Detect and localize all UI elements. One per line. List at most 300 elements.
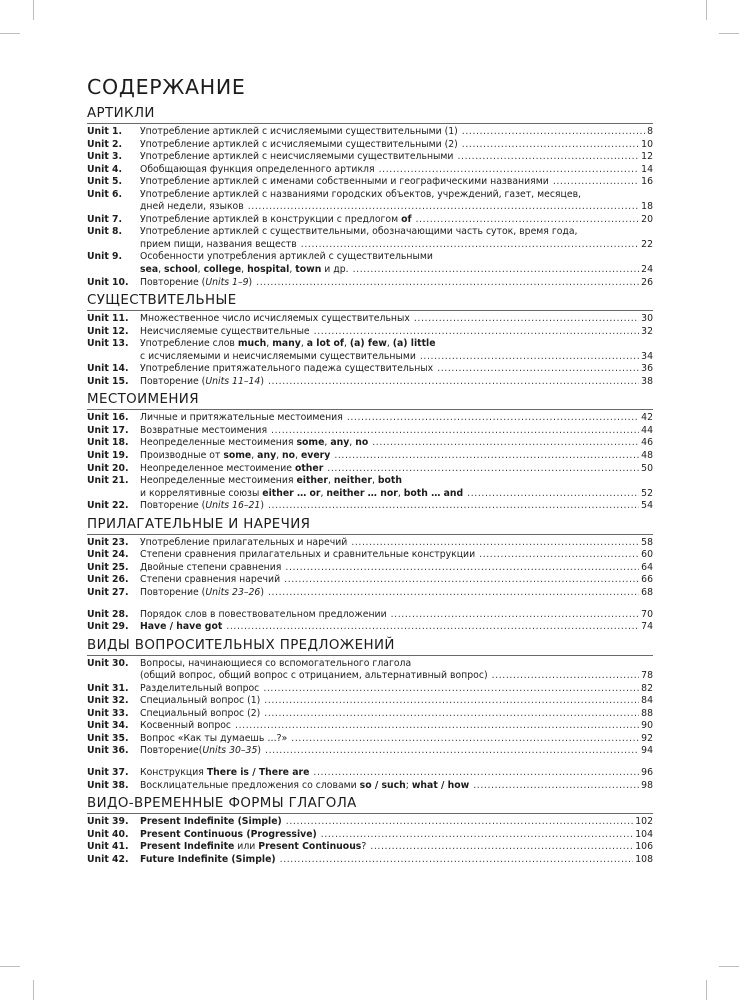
crop-mark <box>719 966 739 967</box>
entry-title-line <box>140 658 653 671</box>
unit-number: Unit 31. <box>87 682 129 694</box>
entry-title: Present Indefinite или Present Continuous? <box>140 841 367 853</box>
entry-title: Future Indefinite (Simple) <box>140 853 276 865</box>
entry-title-line <box>140 670 653 683</box>
toc-entry[interactable] <box>87 450 653 463</box>
unit-number: Unit 21. <box>87 475 129 487</box>
entry-body <box>140 720 653 733</box>
toc-entry[interactable] <box>87 326 653 339</box>
toc-section <box>87 293 653 388</box>
entry-title: Неопределенные местоимения either, neither, both <box>140 475 402 487</box>
entry-title: Специальный вопрос (1) <box>140 695 261 707</box>
entry-title-line <box>140 829 653 842</box>
entry-title-line <box>140 767 653 780</box>
section-title: АРТИКЛИ <box>87 106 155 121</box>
entry-body <box>140 733 653 746</box>
entry-title-line <box>140 425 653 438</box>
dot-leader <box>553 176 639 189</box>
page-number: 104 <box>635 828 653 840</box>
entry-body <box>140 816 653 829</box>
page-number: 38 <box>641 375 653 387</box>
entry-title-line <box>140 463 653 476</box>
dot-leader <box>416 214 640 227</box>
dot-leader <box>370 841 633 854</box>
page-number: 46 <box>641 437 653 449</box>
entry-title-line <box>140 780 653 793</box>
entry-title: Повторение (Units 16–21) <box>140 500 264 512</box>
toc-entry[interactable] <box>87 537 653 550</box>
page-number: 26 <box>641 276 653 288</box>
unit-number: Unit 1. <box>87 126 123 137</box>
entry-title: Специальный вопрос (2) <box>140 707 261 719</box>
entry-title-line <box>140 733 653 746</box>
entry-body <box>140 425 653 438</box>
entry-title-line <box>140 500 653 513</box>
toc-entry[interactable] <box>87 376 653 389</box>
page-number: 54 <box>641 500 653 512</box>
entry-title: Present Indefinite (Simple) <box>140 816 282 828</box>
entry-body <box>140 412 653 425</box>
entry-body <box>140 189 653 214</box>
dot-leader <box>313 767 639 780</box>
entry-title: sea, school, college, hospital, town и др. <box>140 264 349 276</box>
unit-number: Unit 28. <box>87 608 129 620</box>
entry-body <box>140 463 653 476</box>
toc-entry[interactable] <box>87 475 653 500</box>
toc-section <box>87 106 653 289</box>
page-number: 96 <box>641 766 653 778</box>
entry-title: Have / have got <box>140 621 223 633</box>
entry-body <box>140 151 653 164</box>
entry-body <box>140 376 653 389</box>
toc-entry[interactable] <box>87 500 653 513</box>
page-number: 22 <box>641 238 653 250</box>
page-number: 74 <box>641 621 653 633</box>
entry-title: Степени сравнения наречий <box>140 574 281 586</box>
entry-title: прием пищи, названия веществ <box>140 238 297 250</box>
dot-leader <box>264 708 639 721</box>
entry-body <box>140 326 653 339</box>
entry-title-line <box>140 313 653 326</box>
entry-title-line <box>140 621 653 634</box>
entry-body <box>140 139 653 152</box>
dot-leader <box>321 829 633 842</box>
entry-body <box>140 695 653 708</box>
toc-entry[interactable] <box>87 176 653 189</box>
entry-title: Неопределенное местоимение other <box>140 462 324 474</box>
crop-mark <box>706 980 707 1000</box>
page-number: 66 <box>641 574 653 586</box>
toc-entry[interactable] <box>87 683 653 696</box>
dot-leader <box>327 463 639 476</box>
dot-leader <box>268 587 639 600</box>
entry-title: дней недели, языков <box>140 201 244 213</box>
unit-number: Unit 38. <box>87 779 129 791</box>
page-number: 90 <box>641 720 653 732</box>
toc-entry[interactable] <box>87 151 653 164</box>
dot-leader <box>479 549 639 562</box>
entry-title-line <box>140 351 653 364</box>
crop-mark <box>33 980 34 1000</box>
entry-title-line <box>140 609 653 622</box>
unit-number: Unit 12. <box>87 325 129 337</box>
page-number: 32 <box>641 325 653 337</box>
page-number: 24 <box>641 264 653 276</box>
entry-title-line <box>140 363 653 376</box>
dot-leader <box>473 780 639 793</box>
entry-title: Производные от some, any, no, every <box>140 450 331 462</box>
unit-number: Unit 24. <box>87 549 129 561</box>
dot-leader <box>226 621 639 634</box>
unit-number: Unit 17. <box>87 424 129 436</box>
dot-leader <box>334 450 639 463</box>
entry-title-line <box>140 816 653 829</box>
unit-number: Unit 2. <box>87 138 123 150</box>
entry-title: Возвратные местоимения <box>140 424 268 436</box>
section-title: СУЩЕСТВИТЕЛЬНЫЕ <box>87 293 237 309</box>
entry-body <box>140 363 653 376</box>
entry-title: с исчисляемыми и неисчисляемыми существительными <box>140 350 416 362</box>
crop-mark <box>0 33 20 34</box>
entry-title-line <box>140 587 653 600</box>
entry-body <box>140 475 653 500</box>
entry-title-line <box>140 226 653 239</box>
toc-entry[interactable] <box>87 313 653 326</box>
page-number: 98 <box>641 779 653 791</box>
entry-title-line <box>140 695 653 708</box>
toc-entry[interactable] <box>87 829 653 842</box>
entry-title: Употребление артиклей с исчисляемыми существительными (1) <box>140 126 458 137</box>
toc-entry[interactable] <box>87 695 653 708</box>
unit-number: Unit 11. <box>87 313 129 325</box>
entry-body <box>140 277 653 290</box>
section-title: ВИДЫ ВОПРОСИТЕЛЬНЫХ ПРЕДЛОЖЕНИЙ <box>87 637 395 653</box>
entry-title: Порядок слов в повествовательном предложении <box>140 608 387 620</box>
toc-entry[interactable] <box>87 214 653 227</box>
dot-leader <box>420 351 639 364</box>
entry-body <box>140 780 653 793</box>
unit-number: Unit 6. <box>87 188 123 200</box>
entry-title-line <box>140 376 653 389</box>
entry-title: Употребление прилагательных и наречий <box>140 536 348 548</box>
entry-title: Разделительный вопрос <box>140 682 260 694</box>
entry-title-line <box>140 264 653 277</box>
entry-body <box>140 587 653 600</box>
entry-body <box>140 745 653 758</box>
dot-leader <box>264 695 639 708</box>
entry-title-line <box>140 854 653 867</box>
entry-body <box>140 313 653 326</box>
dot-leader <box>462 139 639 152</box>
toc-section <box>87 796 653 866</box>
entry-body <box>140 609 653 622</box>
entry-title: Употребление артиклей в конструкции с предлогом of <box>140 213 412 225</box>
page-number: 36 <box>641 363 653 375</box>
toc-entry[interactable] <box>87 277 653 290</box>
entry-title: Повторение (Units 23–26) <box>140 586 264 598</box>
entry-body <box>140 683 653 696</box>
toc-entry[interactable] <box>87 338 653 363</box>
page-number: 34 <box>641 350 653 362</box>
dot-leader <box>271 425 639 438</box>
dot-leader <box>437 363 639 376</box>
dot-leader <box>248 201 639 214</box>
entry-body <box>140 562 653 575</box>
toc-entry[interactable] <box>87 251 653 276</box>
entry-title: Конструкция There is / There are <box>140 766 310 778</box>
unit-number: Unit 20. <box>87 462 129 474</box>
entry-title-line <box>140 126 653 139</box>
page-number: 30 <box>641 313 653 325</box>
unit-number: Unit 5. <box>87 176 123 188</box>
section-rule <box>87 409 653 410</box>
entry-body <box>140 126 653 139</box>
unit-number: Unit 27. <box>87 586 129 598</box>
entry-title: Неисчисляемые существительные <box>140 325 310 337</box>
entry-title-line <box>140 450 653 463</box>
entry-title-line <box>140 683 653 696</box>
page-number: 102 <box>635 816 653 828</box>
entry-title: Вопросы, начинающиеся со вспомогательного глагола <box>140 657 412 669</box>
section-rule <box>87 123 653 124</box>
dot-leader <box>391 609 640 622</box>
page-number: 10 <box>641 138 653 150</box>
unit-number: Unit 39. <box>87 816 129 828</box>
entry-title-line <box>140 841 653 854</box>
page-number: 94 <box>641 745 653 757</box>
page-number: 82 <box>641 682 653 694</box>
toc-section <box>87 638 653 792</box>
entry-body <box>140 658 653 683</box>
toc-entry[interactable] <box>87 425 653 438</box>
entry-title-line <box>140 326 653 339</box>
entry-title-line <box>140 214 653 227</box>
entry-title: Употребление артиклей с исчисляемыми существительными (2) <box>140 138 458 150</box>
unit-number: Unit 4. <box>87 163 123 175</box>
entry-body <box>140 251 653 276</box>
entry-title-line <box>140 562 653 575</box>
entry-title: Повторение(Units 30–35) <box>140 745 262 757</box>
toc-entry[interactable] <box>87 463 653 476</box>
unit-number: Unit 7. <box>87 213 123 225</box>
dot-leader <box>286 816 633 829</box>
toc-entry[interactable] <box>87 708 653 721</box>
page-title: СОДЕРЖАНИЕ <box>87 75 246 99</box>
entry-title: Вопрос «Как ты думаешь …?» <box>140 732 288 744</box>
toc-entry[interactable] <box>87 574 653 587</box>
crop-mark <box>33 0 34 20</box>
entry-title-line <box>140 412 653 425</box>
entry-title-line <box>140 745 653 758</box>
entry-title: (общий вопрос, общий вопрос с отрицанием, альтернативный вопрос) <box>140 670 488 682</box>
unit-number: Unit 40. <box>87 828 129 840</box>
page-number: 64 <box>641 561 653 573</box>
dot-leader <box>414 313 639 326</box>
page-number: 92 <box>641 732 653 744</box>
entry-body <box>140 621 653 634</box>
page-number: 44 <box>641 424 653 436</box>
unit-number: Unit 16. <box>87 412 129 424</box>
entry-title-line <box>140 437 653 450</box>
entry-body <box>140 214 653 227</box>
dot-leader <box>492 670 640 683</box>
entry-body <box>140 854 653 867</box>
page-number: 78 <box>641 670 653 682</box>
entry-body <box>140 450 653 463</box>
entry-title: Употребление артиклей с неисчисляемыми существительными <box>140 151 454 163</box>
toc-entry[interactable] <box>87 549 653 562</box>
entry-body <box>140 437 653 450</box>
unit-number: Unit 22. <box>87 500 129 512</box>
toc-entry[interactable] <box>87 816 653 829</box>
dot-leader <box>467 488 639 501</box>
entry-title-line <box>140 338 653 351</box>
toc-entry[interactable] <box>87 587 653 600</box>
entry-title-line <box>140 277 653 290</box>
entry-title-line <box>140 189 653 202</box>
entry-title-line <box>140 239 653 252</box>
unit-number: Unit 42. <box>87 853 129 865</box>
toc-entry[interactable] <box>87 621 653 634</box>
toc-entry[interactable] <box>87 854 653 867</box>
entry-title: Повторение (Units 1–9) <box>140 276 253 288</box>
entry-title: Неопределенные местоимения some, any, no <box>140 437 369 449</box>
toc-entry[interactable] <box>87 139 653 152</box>
entry-body <box>140 708 653 721</box>
unit-number: Unit 13. <box>87 338 129 350</box>
unit-number: Unit 8. <box>87 226 123 238</box>
toc-entry[interactable] <box>87 733 653 746</box>
entry-title-line <box>140 201 653 214</box>
toc-entry[interactable] <box>87 767 653 780</box>
section-rule <box>87 310 653 311</box>
dot-leader <box>351 537 639 550</box>
toc-entry[interactable] <box>87 780 653 793</box>
entry-title: Восклицательные предложения со словами so / such; what / how <box>140 779 470 791</box>
entry-title-line <box>140 475 653 488</box>
unit-number: Unit 41. <box>87 841 129 853</box>
entry-title: Употребление артиклей с существительными, обозначающими часть суток, время года, <box>140 226 578 238</box>
section-title: ПРИЛАГАТЕЛЬНЫЕ И НАРЕЧИЯ <box>87 516 311 532</box>
entry-body <box>140 226 653 251</box>
toc-section <box>87 392 653 512</box>
crop-mark <box>706 0 707 20</box>
entry-title-line <box>140 151 653 164</box>
crop-mark <box>719 33 739 34</box>
toc-entry[interactable] <box>87 658 653 683</box>
unit-number: Unit 34. <box>87 720 129 732</box>
page-number: 42 <box>641 412 653 424</box>
toc-entry[interactable] <box>87 189 653 214</box>
entry-title-line <box>140 549 653 562</box>
dot-leader <box>379 164 640 177</box>
section-rule <box>87 534 653 535</box>
section-rule <box>87 813 653 814</box>
unit-number: Unit 3. <box>87 151 123 163</box>
unit-number: Unit 10. <box>87 276 129 288</box>
page-number: 108 <box>635 853 653 865</box>
page-number: 68 <box>641 586 653 598</box>
unit-number: Unit 26. <box>87 574 129 586</box>
entry-title-line <box>140 164 653 177</box>
table-of-contents <box>87 74 653 866</box>
entry-body <box>140 500 653 513</box>
page-number: 48 <box>641 450 653 462</box>
entry-title-line <box>140 708 653 721</box>
dot-leader <box>285 562 639 575</box>
dot-leader <box>284 574 639 587</box>
dot-leader <box>314 326 640 339</box>
toc-entry[interactable] <box>87 412 653 425</box>
unit-number: Unit 15. <box>87 375 129 387</box>
toc-entry[interactable] <box>87 437 653 450</box>
page-number: 70 <box>641 608 653 620</box>
entry-title-line <box>140 720 653 733</box>
entry-title: Двойные степени сравнения <box>140 561 282 573</box>
unit-number: Unit 14. <box>87 363 129 375</box>
entry-title: Косвенный вопрос <box>140 720 232 732</box>
entry-title: Степени сравнения прилагательных и сравнительные конструкции <box>140 549 476 561</box>
entry-title: Употребление артиклей с названиями городских объектов, учреждений, газет, месяцев, <box>140 188 582 200</box>
unit-number: Unit 29. <box>87 621 129 633</box>
entry-title: Особенности употребления артиклей с существительными <box>140 251 433 263</box>
entry-title: и коррелятивные союзы either … or, neither … nor, both … and <box>140 487 464 499</box>
dot-leader <box>372 437 639 450</box>
toc-entry[interactable] <box>87 363 653 376</box>
toc-entry[interactable] <box>87 126 653 139</box>
section-title: ВИДО-ВРЕМЕННЫЕ ФОРМЫ ГЛАГОЛА <box>87 796 357 812</box>
entry-body <box>140 549 653 562</box>
entry-title: Present Continuous (Progressive) <box>140 828 317 840</box>
unit-number: Unit 25. <box>87 561 129 573</box>
entry-title: Множественное число исчисляемых существительных <box>140 313 410 325</box>
toc-entry[interactable] <box>87 562 653 575</box>
page-number: 58 <box>641 536 653 548</box>
toc-entry[interactable] <box>87 164 653 177</box>
crop-mark <box>0 966 20 967</box>
page-number: 8 <box>647 126 653 137</box>
entry-body <box>140 537 653 550</box>
page-number: 18 <box>641 201 653 213</box>
entry-title-line <box>140 251 653 264</box>
dot-leader <box>235 720 639 733</box>
entry-body <box>140 841 653 854</box>
dot-leader <box>280 854 634 867</box>
entry-title: Повторение (Units 11–14) <box>140 375 264 387</box>
page-number: 52 <box>641 487 653 499</box>
page-number: 16 <box>641 176 653 188</box>
unit-number: Unit 30. <box>87 657 129 669</box>
toc-sections <box>87 106 653 866</box>
entry-title: Личные и притяжательные местоимения <box>140 412 343 424</box>
entry-body <box>140 574 653 587</box>
entry-body <box>140 176 653 189</box>
toc-entry[interactable] <box>87 720 653 733</box>
page-number: 20 <box>641 213 653 225</box>
dot-leader <box>353 264 640 277</box>
toc-entry[interactable] <box>87 609 653 622</box>
toc-entry[interactable] <box>87 745 653 758</box>
unit-number: Unit 23. <box>87 536 129 548</box>
section-title: МЕСТОИМЕНИЯ <box>87 392 199 408</box>
page-number: 84 <box>641 695 653 707</box>
toc-entry[interactable] <box>87 226 653 251</box>
page-number: 12 <box>641 151 653 163</box>
toc-entry[interactable] <box>87 841 653 854</box>
dot-leader <box>291 733 639 746</box>
dot-leader <box>268 500 639 513</box>
dot-leader <box>268 376 639 389</box>
